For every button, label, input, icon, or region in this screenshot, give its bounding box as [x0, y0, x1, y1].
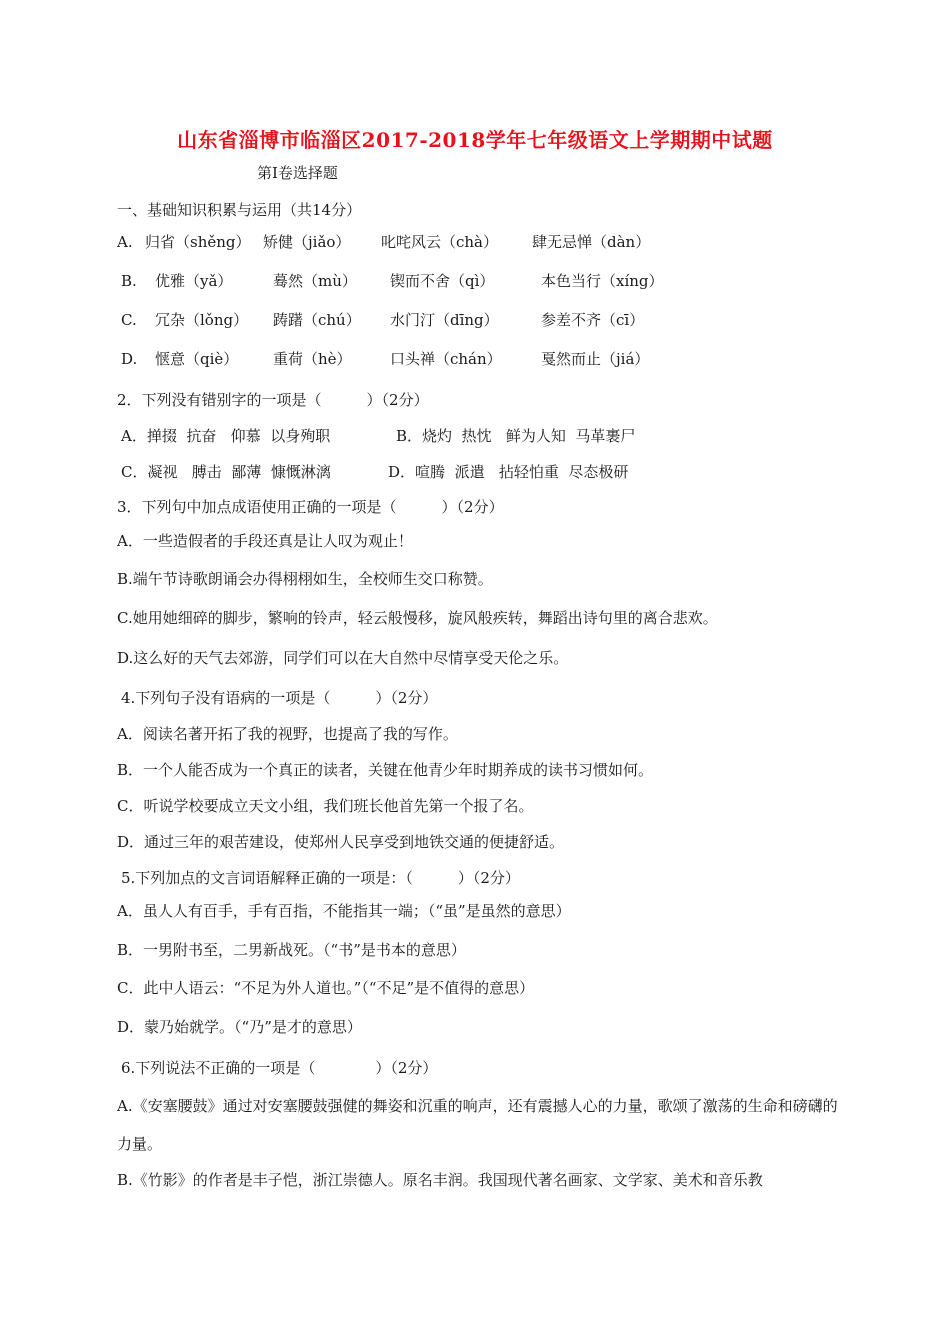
q2-option-b: B．烧灼 热忱 鲜为人知 马革裹尸 [396, 427, 636, 445]
q5-stem: 5.下列加点的文言词语解释正确的一项是：（ ）（2分） [121, 869, 520, 887]
q5-option-b: B．一男附书至，二男新战死。（“书”是书本的意思） [117, 941, 466, 959]
q1-c-item-3: 水门汀（dīng） [390, 311, 499, 329]
q4-option-d: D．通过三年的艰苦建设，使郑州人民享受到地铁交通的便捷舒适。 [117, 833, 565, 851]
q6-option-a: A.《安塞腰鼓》通过对安塞腰鼓强健的舞姿和沉重的响声，还有震撼人心的力量，歌颂了激荡的生命和磅礴的力量。 [117, 1097, 838, 1153]
q1-d-item-2: 重荷（hè） [273, 350, 352, 368]
section-subtitle: 第Ⅰ卷选择题 [257, 164, 338, 182]
q3-option-a: A．一些造假者的手段还真是让人叹为观止！ [117, 532, 413, 550]
exam-title: 山东省淄博市临淄区2017-2018学年七年级语文上学期期中试题 [177, 128, 773, 152]
q1-letter-a: A. [117, 233, 133, 251]
q4-option-a: A．阅读名著开拓了我的视野，也提高了我的写作。 [117, 725, 458, 743]
q1-a-item-1: 归省（shěng） [145, 233, 251, 251]
q1-b-item-1: 优雅（yǎ） [155, 272, 233, 290]
q4-option-c: C．听说学校要成立天文小组，我们班长他首先第一个报了名。 [117, 797, 534, 815]
q3-stem: 3．下列句中加点成语使用正确的一项是（ ）（2分） [117, 498, 504, 516]
q1-letter-b: B. [121, 272, 137, 290]
q1-b-item-2: 蓦然（mù） [273, 272, 357, 290]
q3-option-d: D.这么好的天气去郊游，同学们可以在大自然中尽情享受天伦之乐。 [117, 649, 569, 667]
q6-option-b: B.《竹影》的作者是丰子恺，浙江崇德人。原名丰润。我国现代著名画家、文学家、美术和音乐教 [117, 1171, 763, 1189]
q1-a-item-3: 叱咤风云（chà） [381, 233, 499, 251]
q1-d-item-4: 戛然而止（jiá） [541, 350, 650, 368]
q1-c-item-2: 踌躇（chú） [273, 311, 361, 329]
q3-option-b: B.端午节诗歌朗诵会办得栩栩如生，全校师生交口称赞。 [117, 570, 493, 588]
q1-d-item-3: 口头禅（chán） [390, 350, 502, 368]
q1-d-item-1: 惬意（qiè） [155, 350, 239, 368]
section-heading: 一、基础知识积累与运用（共14分） [117, 201, 362, 219]
q1-a-item-2: 矫健（jiǎo） [263, 233, 351, 251]
q5-option-d: D．蒙乃始就学。（“乃”是才的意思） [117, 1018, 362, 1036]
q2-stem: 2．下列没有错别字的一项是（ ）（2分） [117, 391, 429, 409]
q1-b-item-4: 本色当行（xíng） [541, 272, 664, 290]
q3-option-c: C.她用她细碎的脚步，繁响的铃声，轻云般慢移，旋风般疾转，舞蹈出诗句里的离合悲欢。 [117, 609, 718, 627]
q1-b-item-3: 锲而不舍（qì） [390, 272, 495, 290]
q4-option-b: B．一个人能否成为一个真正的读者，关键在他青少年时期养成的读书习惯如何。 [117, 761, 654, 779]
q2-option-d: D．喧腾 派遣 拈轻怕重 尽态极研 [388, 463, 629, 481]
q6-stem: 6.下列说法不正确的一项是（ ）（2分） [121, 1059, 438, 1077]
q5-option-c: C．此中人语云：“不足为外人道也。”（“不足”是不值得的意思） [117, 979, 535, 997]
q4-stem: 4.下列句子没有语病的一项是（ ）（2分） [121, 689, 438, 707]
q1-c-item-4: 参差不齐（cī） [541, 311, 645, 329]
q1-c-item-1: 冗杂（lǒng） [155, 311, 249, 329]
q2-option-c: C．凝视 膊击 鄙薄 慷慨淋漓 [121, 463, 331, 481]
q5-option-a: A．虽人人有百手，手有百指，不能指其一端；（“虽”是虽然的意思） [117, 902, 571, 920]
q1-letter-c: C. [121, 311, 137, 329]
q2-option-a: A．掸掇 抗奋 仰慕 以身殉职 [121, 427, 331, 445]
q1-letter-d: D. [121, 350, 138, 368]
q1-a-item-4: 肆无忌惮（dàn） [532, 233, 651, 251]
